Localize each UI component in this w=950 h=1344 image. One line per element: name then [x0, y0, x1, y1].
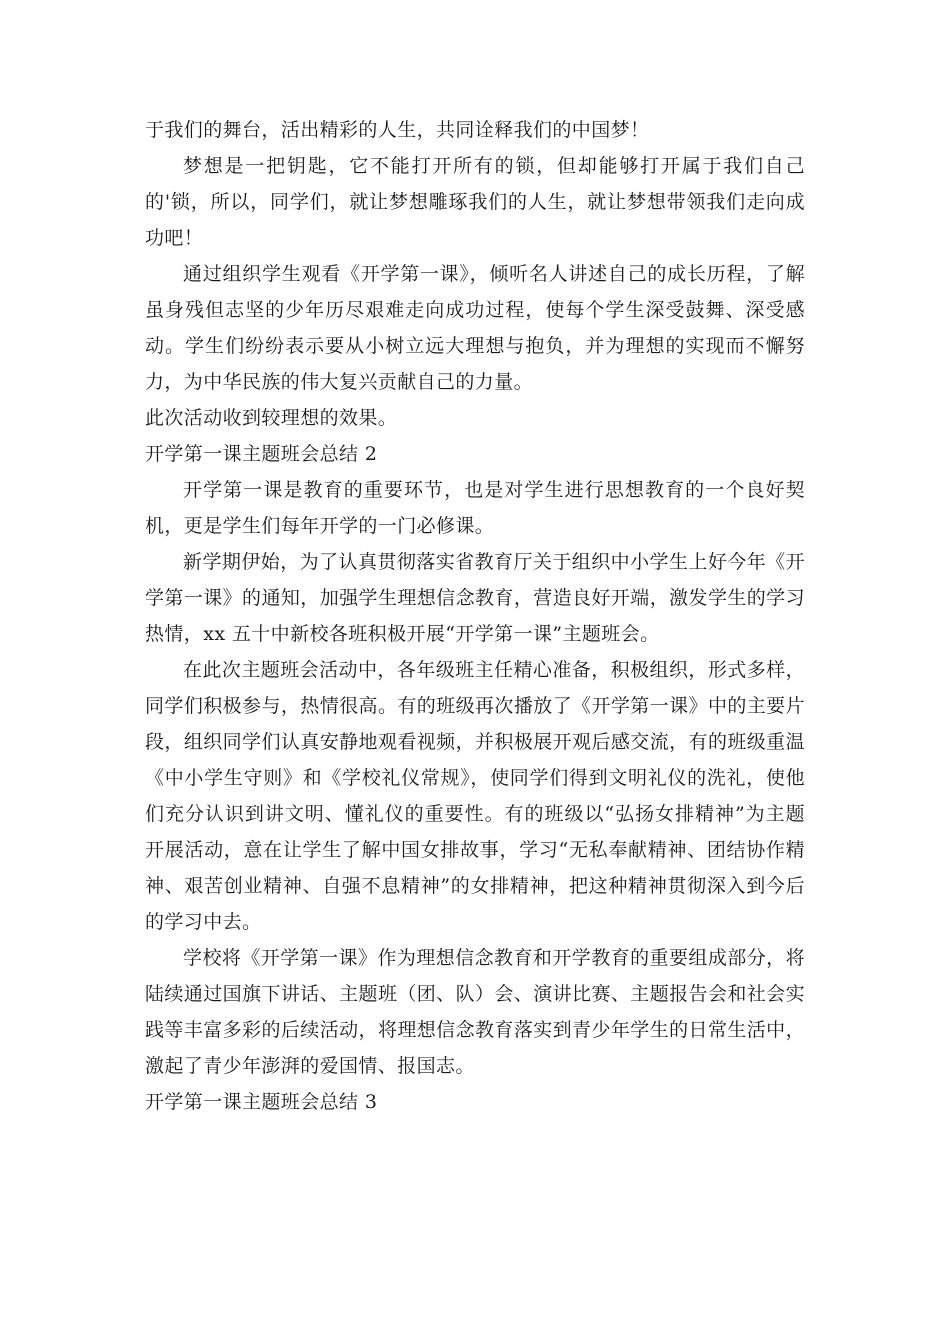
paragraph: 梦想是一把钥匙，它不能打开所有的锁，但却能够打开属于我们自己的'锁，所以，同学们，就让梦想雕琢我们的人生，就让梦想带领我们走向成功吧！ [145, 155, 805, 249]
paragraph: 通过组织学生观看《开学第一课》，倾听名人讲述自己的成长历程，了解虽身残但志坚的少年历尽艰难走向成功过程，使每个学生深受鼓舞、深受感动。学生们纷纷表示要从小树立远大理想与抱负，并为理想的实现而不懈努力，为中华民族的伟大复兴贡献自己的力量。 [145, 263, 805, 393]
paragraph: 新学期伊始，为了认真贯彻落实省教育厅关于组织中小学生上好今年《开学第一课》的通知，加强学生理想信念教育，营造良好开端，激发学生的学习热情，xx 五十中新校各班积极开展“开学第一课”主题班会。 [145, 551, 805, 645]
paragraph-continuation: 于我们的舞台，活出精彩的人生，共同诠释我们的中国梦！ [145, 119, 650, 141]
section-heading: 开学第一课主题班会总结 2 [145, 443, 378, 465]
paragraph: 在此次主题班会活动中，各年级班主任精心准备，积极组织，形式多样，同学们积极参与，热情很高。有的班级再次播放了《开学第一课》中的主要片段，组织同学们认真安静地观看视频，并积极展开观后感交流，有的班级重温《中小学生守则》和《学校礼仪常规》，使同学们得到文明礼仪的洗礼，使他们充分认识到讲文明、懂礼仪的重要性。有的班级以“弘扬女排精神”为主题开展活动，意在让学生了解中国女排故事，学习“无私奉献精神、团结协作精神、艰苦创业精神、自强不息精神”的女排精神，把这种精神贯彻深入到今后的学习中去。 [145, 659, 805, 933]
paragraph: 学校将《开学第一课》作为理想信念教育和开学教育的重要组成部分，将陆续通过国旗下讲话、主题班（团、队）会、演讲比赛、主题报告会和社会实践等丰富多彩的后续活动，将理想信念教育落实到青少年学生的日常生活中，激起了青少年澎湃的爱国情、报国志。 [145, 947, 805, 1077]
section-heading: 开学第一课主题班会总结 3 [145, 1091, 378, 1113]
paragraph-continuation: 此次活动收到较理想的效果。 [145, 407, 398, 429]
document-body [145, 112, 805, 1120]
paragraph: 开学第一课是教育的重要环节，也是对学生进行思想教育的一个良好契机，更是学生们每年开学的一门必修课。 [145, 479, 805, 537]
